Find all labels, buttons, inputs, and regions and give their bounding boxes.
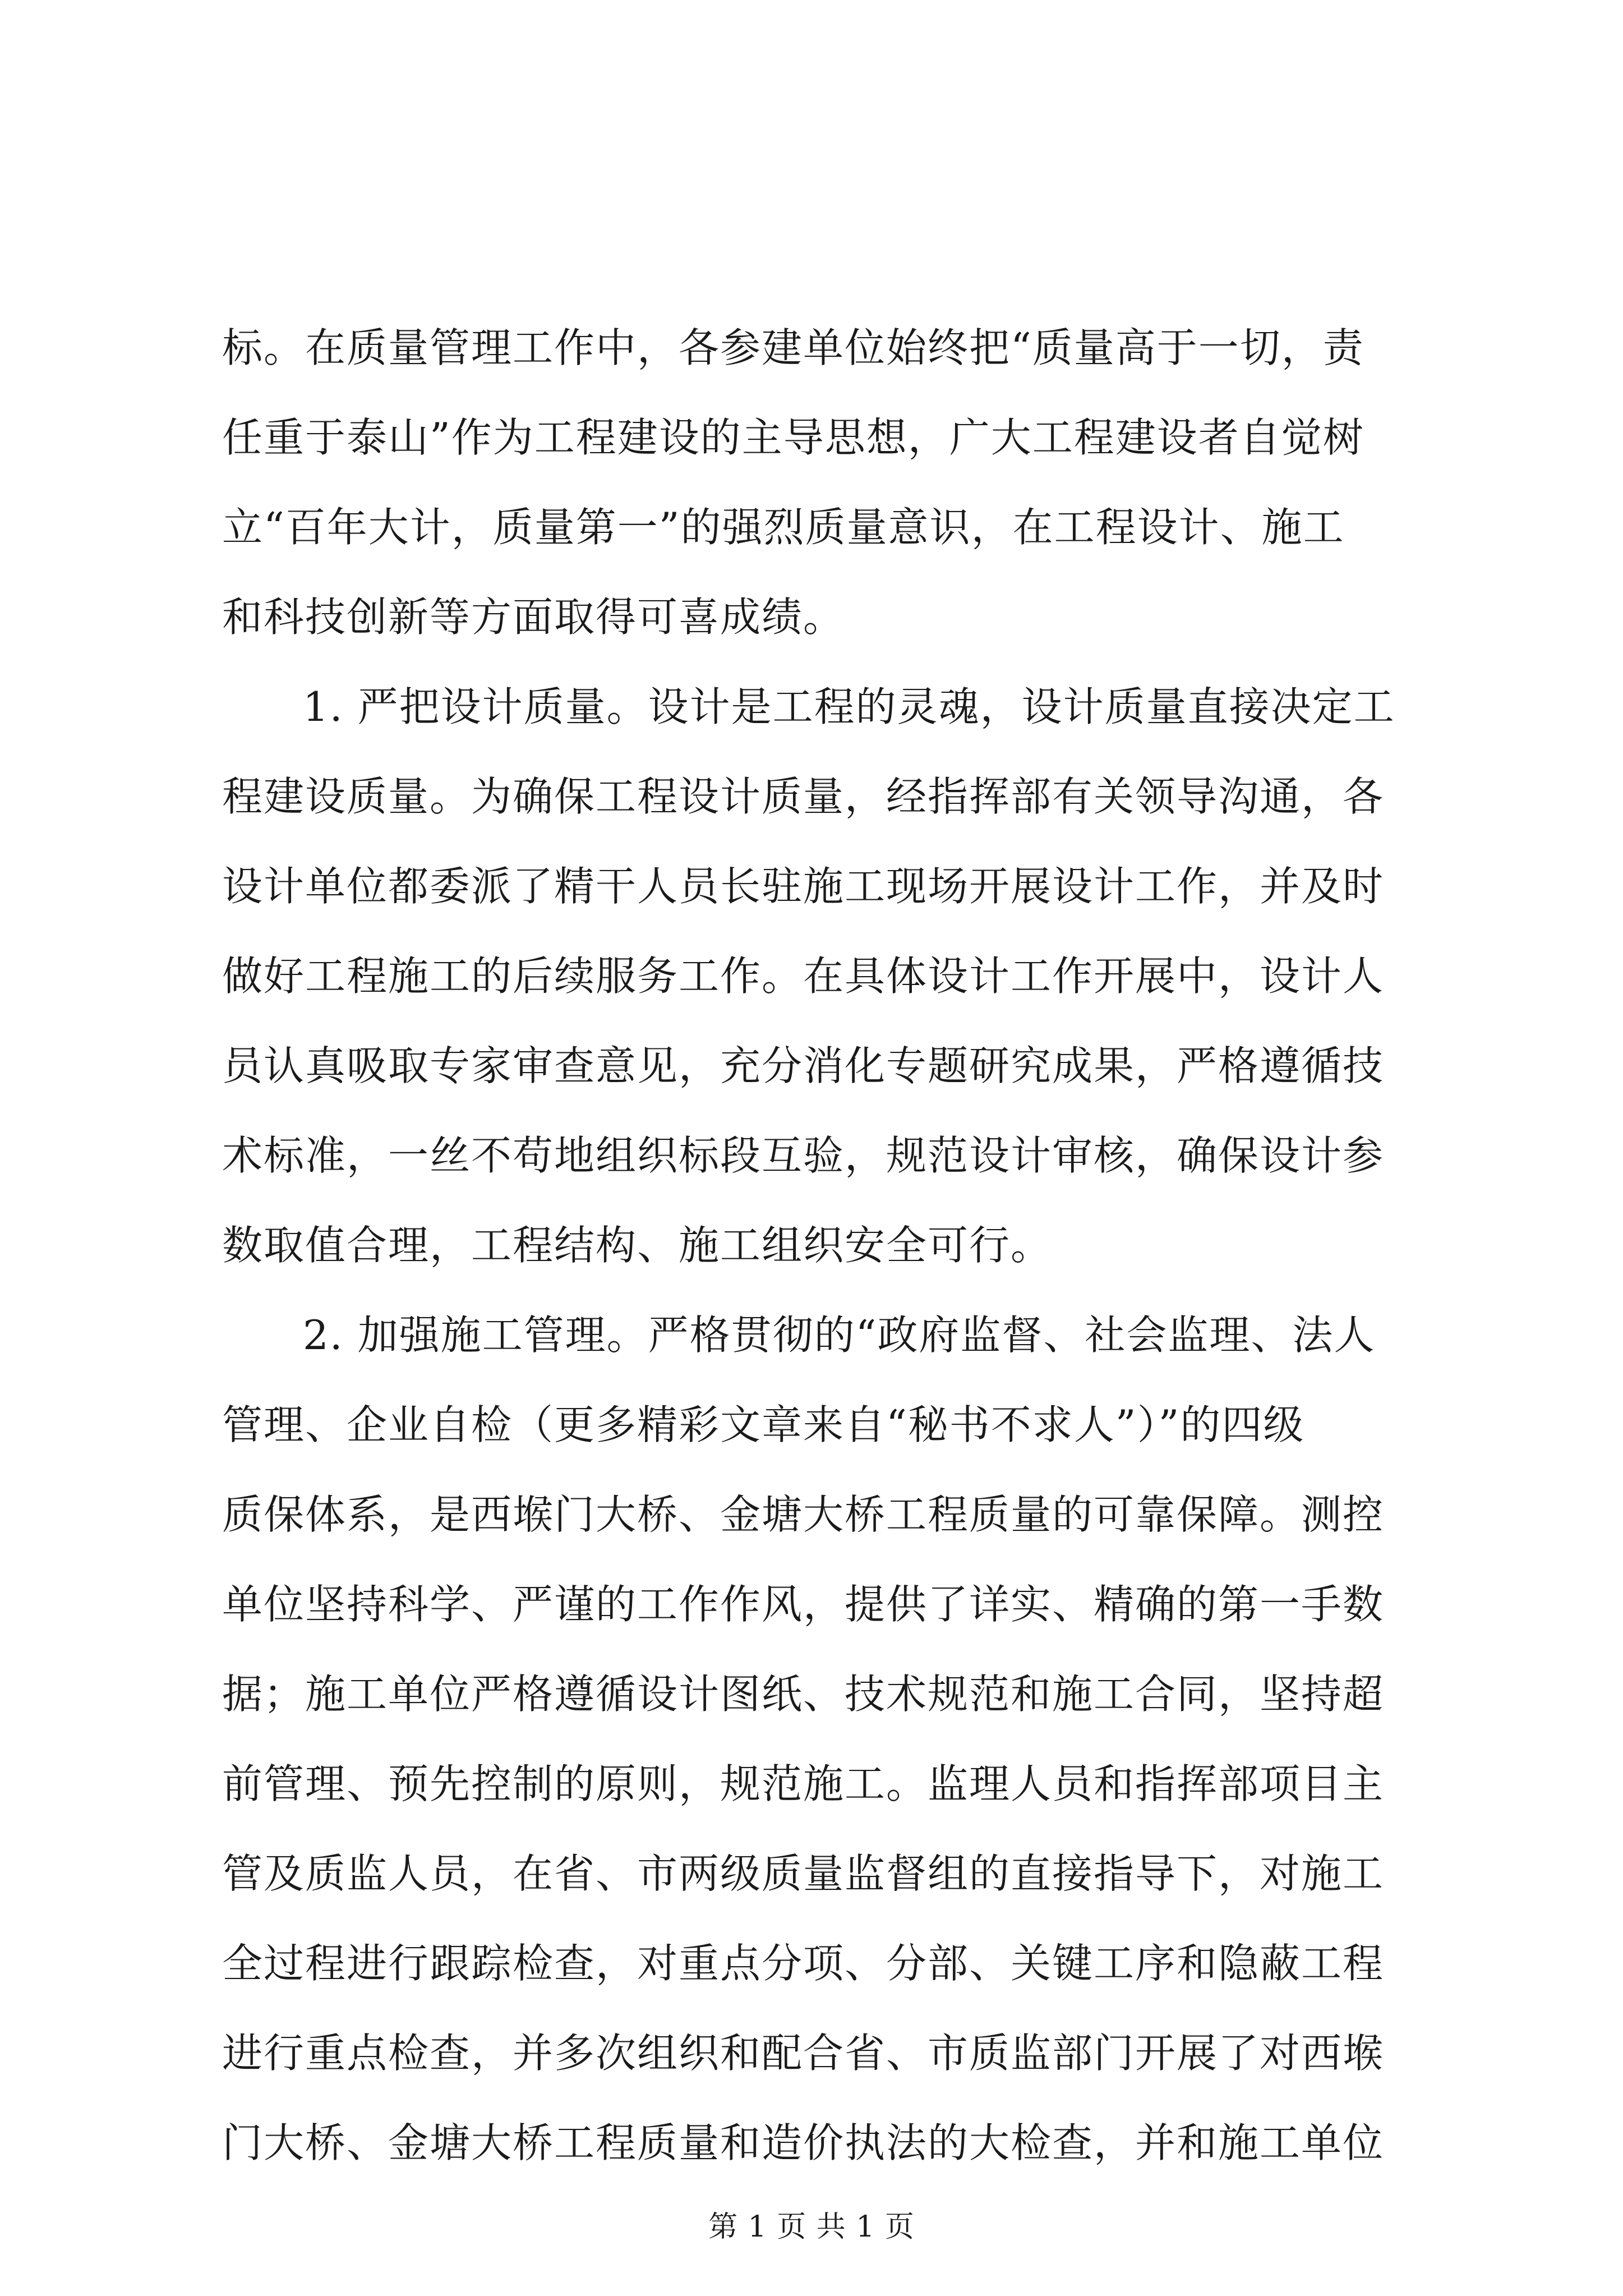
page-number-footer: 第 1 页 共 1 页 [708,2210,915,2244]
paragraph-line: 1. 严把设计质量。设计是工程的灵魂，设计质量直接决定工 [303,683,1395,730]
paragraph-line: 2. 加强施工管理。严格贯彻的“政府监督、社会监理、法人 [303,1312,1376,1359]
paragraph-line: 前管理、预先控制的原则，规范施工。监理人员和指挥部项目主 [222,1760,1385,1807]
paragraph-line: 设计单位都委派了精干人员长驻施工现场开展设计工作，并及时 [222,863,1385,910]
paragraph-line: 据；施工单位严格遵循设计图纸、技术规范和施工合同，坚持超 [222,1671,1385,1718]
paragraph-line: 进行重点检查，并多次组织和配合省、市质监部门开展了对西堠 [222,2030,1385,2077]
paragraph-line: 标。在质量管理工作中，各参建单位始终把“质量高于一切，责 [222,324,1364,371]
paragraph-line: 术标准，一丝不苟地组织标段互验，规范设计审核，确保设计参 [222,1132,1385,1179]
paragraph-line: 和科技创新等方面取得可喜成绩。 [222,593,845,641]
paragraph-line: 管及质监人员，在省、市两级质量监督组的直接指导下，对施工 [222,1850,1385,1897]
paragraph-line: 质保体系，是西堠门大桥、金塘大桥工程质量的可靠保障。测控 [222,1491,1385,1538]
paragraph-line: 程建设质量。为确保工程设计质量，经指挥部有关领导沟通，各 [222,773,1385,820]
paragraph-line: 管理、企业自检（更多精彩文章来自“秘书不求人”）”的四级 [222,1401,1305,1448]
paragraph-line: 单位坚持科学、严谨的工作作风，提供了详实、精确的第一手数 [222,1581,1385,1628]
paragraph-line: 门大桥、金塘大桥工程质量和造价执法的大检查，并和施工单位 [222,2119,1385,2166]
paragraph-line: 任重于泰山”作为工程建设的主导思想，广大工程建设者自觉树 [222,414,1364,461]
paragraph-line: 员认真吸取专家审查意见，充分消化专题研究成果，严格遵循技 [222,1042,1385,1089]
paragraph-line: 做好工程施工的后续服务工作。在具体设计工作开展中，设计人 [222,953,1385,1000]
paragraph-line: 数取值合理，工程结构、施工组织安全可行。 [222,1222,1053,1269]
paragraph-line: 全过程进行跟踪检查，对重点分项、分部、关键工序和隐蔽工程 [222,1940,1385,1987]
paragraph-line: 立“百年大计，质量第一”的强烈质量意识，在工程设计、施工 [222,504,1345,551]
